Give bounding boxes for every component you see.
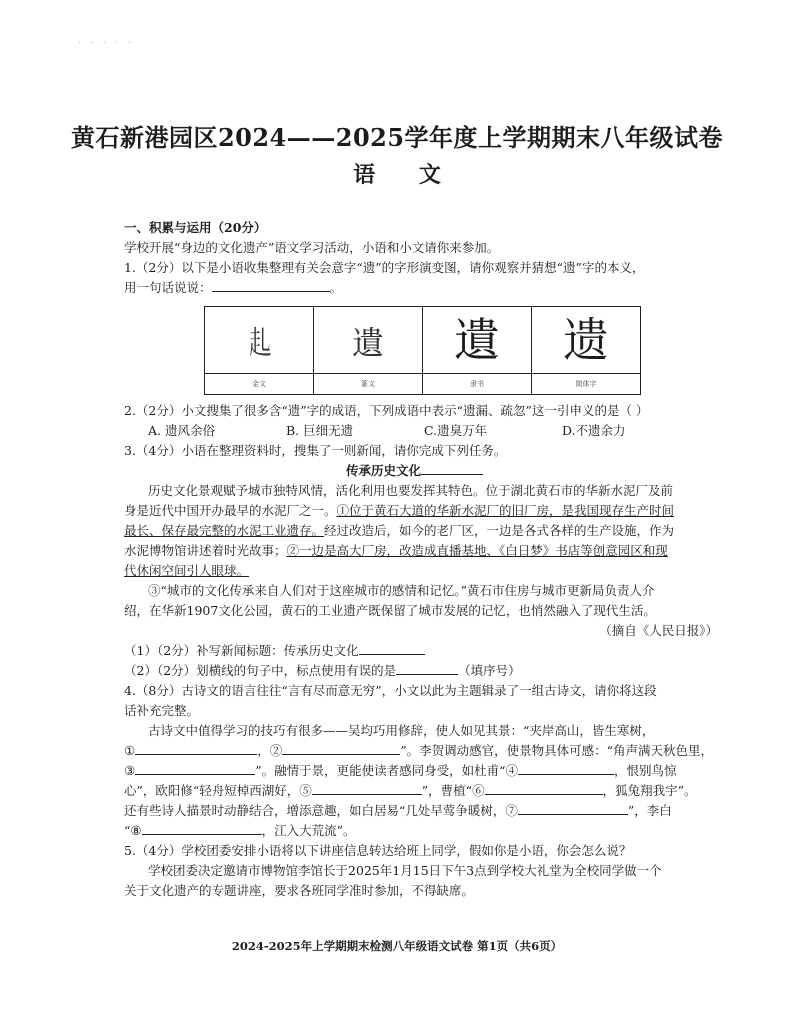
glyph-label: 篆文 — [314, 374, 423, 395]
underlined-sentence-2: ②一边是高大厂房，改造成直播基地、《白日梦》书店等创意园区和现 — [286, 543, 668, 558]
glyph-label: 简体字 — [532, 374, 641, 395]
glyph-bronze: 𧺇 — [205, 307, 314, 374]
q4-stem: 4.（8分）古诗文的语言往往“言有尽而意无穷”，小文以此为主题辑录了一组古诗文，请你将这段 — [124, 683, 657, 698]
q2-option-c[interactable]: C.遗臭万年 — [424, 423, 488, 438]
news-para1-line — [124, 561, 724, 581]
news-para1-line: 水泥博物馆讲述着时光故事；②一边是高大厂房，改造成直播基地、《白日梦》书店等创意园区和现 — [124, 543, 668, 558]
news-source: （摘自《人民日报》） — [599, 623, 718, 638]
exam-title: 黄石新港园区2024——2025学年度上学期期末八年级试卷 — [70, 123, 724, 152]
q3-sub2-blank[interactable] — [396, 661, 458, 675]
underlined-sentence-1-cont: 最长、保存最完整的水泥工业遗存。 — [124, 523, 325, 538]
glyph-clerical: 遺 — [423, 307, 532, 374]
news-para2: ③“城市的文化传承来自人们对于这座城市的感情和记忆。”黄石市住房与城市更新局负责人介 — [148, 583, 655, 598]
q5-notice-line: 关于文化遗产的专题讲座，要求各班同学准时参加，不得缺席。 — [124, 883, 475, 898]
poem-blank-4[interactable] — [518, 761, 614, 775]
q2-stem: 2.（2分）小文搜集了很多含“遗”字的成语，下列成语中表示“遗漏、疏忽”这一引申义的是（ ） — [124, 403, 649, 418]
q4-passage-line: 还有些诗人描景时动静结合，增添意趣，如白居易“几处早莺争暖树，⑦ ”，李白 — [124, 803, 672, 818]
q4-stem-cont: 话补充完整。 — [124, 703, 200, 718]
news-para2-line: 绍，在华新1907文化公园，黄石的工业遗产既保留了城市发展的记忆，也悄然融入了现代生活。 — [124, 603, 656, 618]
q1-stem: 1.（2分）以下是小语收集整理有关会意字“遗”的字形演变图，请你观察并猜想“遗”字的本义， — [124, 260, 645, 275]
poem-blank-8[interactable] — [142, 821, 262, 835]
q2-options — [124, 421, 724, 441]
q1-prefix: 用一句话说说： — [124, 280, 212, 295]
q1-answer-line — [124, 278, 724, 298]
q4-passage-line: “⑧ ，江入大荒流”。 — [124, 823, 356, 838]
poem-blank-6[interactable] — [485, 781, 603, 795]
q3-sub2: （2）（2分）划横线的句子中，标点使用有误的是 （填序号） — [124, 663, 521, 678]
exam-content — [124, 218, 724, 901]
header-dots: · · · · · — [78, 38, 134, 49]
q3-stem: 3.（4分）小语在整理资料时，搜集了一则新闻，请你完成下列任务。 — [124, 443, 507, 458]
underlined-sentence-1: ①位于黄石大道的华新水泥厂的旧厂房，是我国现存生产时间 — [336, 503, 675, 518]
q4-passage-line: ① ，② ”。李贺调动感官，使景物具体可感：“角声满天秋色里， — [124, 743, 714, 758]
poem-blank-7[interactable] — [518, 801, 628, 815]
news-title-blank — [421, 461, 483, 475]
glyph-evolution-table — [204, 306, 641, 395]
news-para1-line: 最长、保存最完整的水泥工业遗存。经过改造后，如今的老厂区，一边是各式各样的生产设施，作为 — [124, 523, 675, 538]
page-footer: 2024-2025年上学期期末检测八年级语文试卷 第1页（共6页） — [231, 939, 563, 953]
glyph-label: 隶书 — [423, 374, 532, 395]
q5-stem: 5.（4分）学校团委安排小语将以下讲座信息转达给班上同学，假如你是小语，你会怎么说？ — [124, 843, 632, 858]
q3-sub1-blank[interactable] — [359, 641, 425, 655]
glyph-simplified: 遗 — [532, 307, 641, 374]
glyph-seal: 遺 — [314, 307, 423, 374]
q2-option-d[interactable]: D.不遗余力 — [562, 423, 626, 438]
section-heading: 一、积累与运用（20分） — [124, 220, 267, 235]
q4-passage: 古诗文中值得学习的技巧有很多——吴均巧用修辞，使人如见其景：“夹岸高山，皆生寒树， — [148, 723, 655, 738]
q1-suffix: 。 — [329, 280, 343, 295]
poem-blank-3[interactable] — [135, 761, 255, 775]
q1-answer-blank[interactable] — [212, 278, 330, 292]
q2-option-b[interactable]: B. 巨细无遗 — [286, 423, 354, 438]
poem-blank-1[interactable] — [135, 741, 257, 755]
news-para1: 历史文化景观赋予城市独特风情，活化利用也要发挥其特色。位于湖北黄石市的华新水泥厂及前 — [148, 483, 674, 498]
underlined-sentence-2-cont: 代休闲空间引人眼球。 — [124, 563, 250, 578]
poem-blank-2[interactable] — [282, 741, 400, 755]
q4-passage-line: ③ ”。融情于景，更能使读者感同身受，如杜甫“④ ，恨别鸟惊 — [124, 763, 677, 778]
q3-sub1: （1）（2分）补写新闻标题：传承历史文化 — [124, 641, 724, 661]
news-para1-line: 身是近代中国开办最早的水泥厂之一。①位于黄石大道的华新水泥厂的旧厂房，是我国现存生产时间 — [124, 503, 675, 518]
q2-option-a[interactable]: A. 遗风余俗 — [148, 423, 215, 438]
news-title: 传承历史文化 — [124, 461, 724, 481]
q4-passage-line: 心”，欧阳修“轻舟短棹西湖好，⑤ ”，曹植“⑥ ，狐兔翔我宇”。 — [124, 783, 697, 798]
section-intro: 学校开展“身边的文化遗产”语文学习活动，小语和小文请你来参加。 — [124, 240, 500, 255]
poem-blank-5[interactable] — [312, 781, 422, 795]
q5-notice: 学校团委决定邀请市博物馆李馆长于2025年1月15日下午3点到学校大礼堂为全校同学做一个 — [148, 863, 662, 878]
subject-title: 语 文 — [353, 162, 459, 188]
glyph-label: 金文 — [205, 374, 314, 395]
